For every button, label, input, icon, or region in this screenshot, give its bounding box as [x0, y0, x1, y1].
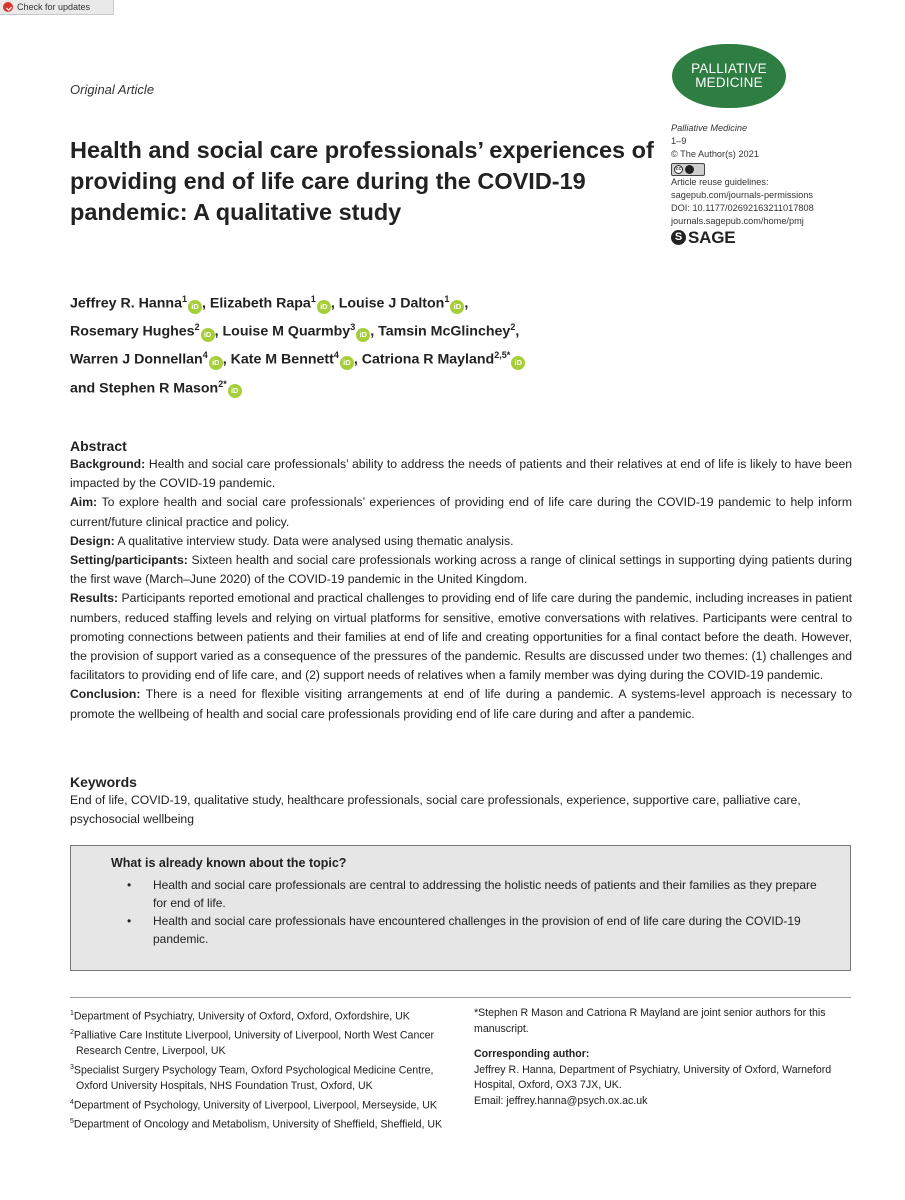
abstract-section-text: Participants reported emotional and practical challenges to providing end of life care during the pandemic, including increases in patient numbers, reduced staffing levels and relying on virtual platforms for sensitive, emotive conversations with relatives. Participants were central to promoting connections between patients and their families at end of life and creating opportunities for a final contact before the death. However, the provision of support varied as a consequence of the pressures of the pandemic. Results are discussed under two themes: (1) challenges and facilitators to providing end of life care, and (2) support needs of relatives when a family member was dying during the COVID-19 pandemic. [70, 591, 853, 683]
affiliation-number: 3 [70, 1063, 74, 1071]
check-for-updates-button[interactable] [0, 0, 114, 15]
orcid-icon[interactable]: iD [340, 356, 354, 370]
orcid-icon[interactable]: iD [450, 300, 464, 314]
publisher-name: SAGE [688, 228, 736, 247]
journal-name: Palliative Medicine [671, 123, 748, 133]
reuse-link[interactable]: sagepub.com/journals-permissions [671, 190, 813, 200]
by-icon [685, 165, 694, 174]
abstract-section-text: Sixteen health and social care professionals working across a range of clinical settings in supporting dying patients during the first wave (March–June 2020) of the COVID-19 pandemic in the United Kingdom. [70, 553, 852, 587]
author-list: Jeffrey R. Hanna$^1$iD , Elizabeth Rapa$^1$iD , Louise J Dalton$^1$iD , Rosemary Hughes$^2$iD , Louise M Quarmby$^3$iD , Tamsin McGlinchey$^2$, Warren J Donnellan$^4$iD , Kate M Bennett$^4$iD , Catriona R Mayland$^{2,5*}$iD and Stephen R Mason$^{2*}$iD [70, 288, 650, 401]
author-name: Rosemary Hughes [70, 323, 195, 340]
cc-by-license-icon[interactable] [671, 163, 705, 176]
abstract-section [70, 455, 852, 493]
journal-logo [672, 44, 786, 108]
known-topic-list [91, 876, 830, 948]
known-topic-box [70, 845, 851, 971]
affiliation-text: Specialist Surgery Psychology Team, Oxford Psychological Medicine Centre, Oxford University Hospitals, NHS Foundation Trust, Oxford, UK [73, 1064, 434, 1092]
author-affiliation-mark: 1 [310, 294, 316, 304]
orcid-icon[interactable]: iD [356, 328, 370, 342]
reuse-label: Article reuse guidelines: [671, 177, 769, 187]
abstract-heading: Abstract [70, 438, 127, 454]
page-range: 1–9 [671, 136, 687, 146]
abstract-sections [70, 455, 852, 724]
abstract-section-text: There is a need for flexible visiting arrangements at end of life during a pandemic. A systems-level approach is necessary to promote the wellbeing of health and social care professionals providing end of life care during and after a pandemic. [70, 687, 853, 721]
abstract-section-label: Setting/participants: [70, 553, 188, 568]
keywords-heading: Keywords [70, 774, 137, 790]
abstract-section-text: A qualitative interview study. Data were analysed using thematic analysis. [117, 533, 514, 548]
author-name: Tamsin McGlinchey [378, 323, 511, 340]
affiliation [70, 1095, 450, 1114]
cc-icon: cc [675, 166, 682, 172]
article-title: Health and social care professionals’ experiences of providing end of life care during the COVID-19 pandemic: A qualitative study [70, 137, 654, 225]
affiliation [70, 1114, 450, 1133]
author-name: Louise M Quarmby [222, 323, 351, 340]
corresponding-author-heading: Corresponding author: [474, 1048, 590, 1061]
divider [70, 997, 851, 998]
joint-authors-note: *Stephen R Mason and Catriona R Mayland are joint senior authors for this manuscript. [474, 1007, 826, 1035]
orcid-icon[interactable]: iD [201, 328, 215, 342]
abstract-section [70, 589, 852, 685]
author-notes [474, 1006, 854, 1110]
abstract-section-text: To explore health and social care professionals’ experiences of providing end of life care during the COVID-19 pandemic to help inform current/future clinical practice and policy. [70, 495, 852, 529]
affiliation [70, 1060, 450, 1095]
affiliation-text: Department of Psychiatry, University of Oxford, Oxford, Oxfordshire, UK [73, 1010, 410, 1023]
keywords [70, 773, 852, 829]
author-affiliation-mark: 4 [202, 350, 208, 361]
corresponding-author-email[interactable]: Email: jeffrey.hanna@psych.ox.ac.uk [474, 1094, 648, 1107]
abstract-section-label: Conclusion: [70, 687, 141, 702]
keywords-text: End of life, COVID-19, qualitative study, healthcare professionals, social care professionals, experience, supportive care, palliative care, psychosocial wellbeing [70, 793, 801, 827]
check-updates-icon [3, 2, 13, 12]
author-name: Kate M Bennett [230, 352, 334, 369]
affiliation-text: Department of Oncology and Metabolism, University of Sheffield, Sheffield, UK [73, 1118, 443, 1131]
author-affiliation-mark: 3 [350, 322, 356, 333]
journal-home-link[interactable]: journals.sagepub.com/home/pmj [671, 216, 804, 226]
journal-logo-line1: PALLIATIVE [691, 60, 767, 76]
affiliation-number: 5 [70, 1117, 74, 1125]
abstract-section-label: Aim: [70, 495, 98, 510]
check-updates-label: Check for updates [17, 2, 91, 12]
author-affiliation-mark: 2,5* [494, 350, 511, 361]
author-affiliation-mark: 4 [333, 350, 339, 361]
author-affiliation-mark: 1 [444, 294, 450, 304]
author-name: Elizabeth Rapa [209, 295, 311, 312]
affiliation-number: 4 [70, 1098, 74, 1106]
abstract-section-label: Design: [70, 533, 115, 548]
affiliation [70, 1006, 450, 1025]
article-meta [671, 122, 814, 245]
doi-link[interactable]: DOI: 10.1177/02692163211017808 [671, 203, 814, 213]
journal-logo-line2: MEDICINE [695, 75, 763, 90]
orcid-icon[interactable]: iD [209, 356, 223, 370]
abstract [70, 437, 852, 724]
sage-logo-icon: S [671, 230, 686, 245]
author-name: Jeffrey R. Hanna [70, 295, 182, 312]
abstract-section [70, 685, 852, 723]
abstract-section-label: Background: [70, 457, 146, 471]
abstract-section-label: Results: [70, 591, 119, 606]
orcid-icon[interactable]: iD [511, 356, 525, 370]
abstract-section [70, 551, 852, 589]
author-name: Catriona R Mayland [361, 352, 495, 369]
orcid-icon[interactable]: iD [317, 300, 331, 314]
corresponding-author-details: Jeffrey R. Hanna, Department of Psychiatry, University of Oxford, Warneford Hospital, Oxford, OX3 7JX, UK. [474, 1063, 832, 1092]
affiliation-number: 2 [70, 1029, 74, 1037]
orcid-icon[interactable]: iD [188, 300, 202, 314]
known-topic-item: • Health and social care professionals are central to addressing the holistic needs of patients and their families as they prepare for end of life. [127, 876, 830, 912]
sage-logo [671, 230, 814, 245]
affiliation-text: Department of Psychology, University of Liverpool, Liverpool, Merseyside, UK [73, 1099, 437, 1112]
affiliation-text: Palliative Care Institute Liverpool, University of Liverpool, North West Cancer Research Centre, Liverpool, UK [73, 1029, 435, 1058]
author-name: Stephen R Mason [99, 380, 219, 397]
author-and: and [70, 380, 100, 397]
affiliations [70, 1006, 450, 1133]
known-topic-item: • Health and social care professionals have encountered challenges in the provision of end of life care during the COVID-19 pandemic. [127, 912, 830, 948]
copyright: © The Author(s) 2021 [671, 149, 759, 159]
author-affiliation-mark: 2 [194, 322, 200, 333]
author-affiliation-mark: 2 [510, 322, 516, 333]
affiliation-number: 1 [70, 1010, 74, 1017]
abstract-section [70, 532, 852, 551]
article-type: Original Article [70, 82, 155, 97]
author-name: Louise J Dalton [338, 295, 445, 312]
abstract-section [70, 493, 852, 531]
author-affiliation-mark: 2* [218, 378, 227, 389]
known-topic-heading: What is already known about the topic? [111, 856, 347, 870]
affiliation [70, 1025, 450, 1060]
abstract-section-text: Health and social care professionals’ ability to address the needs of patients and their relatives at end of life is likely to have been impacted by the COVID-19 pandemic. [70, 457, 852, 491]
author-name: Warren J Donnellan [70, 352, 203, 369]
orcid-icon[interactable]: iD [228, 384, 242, 398]
author-affiliation-mark: 1 [181, 294, 187, 304]
